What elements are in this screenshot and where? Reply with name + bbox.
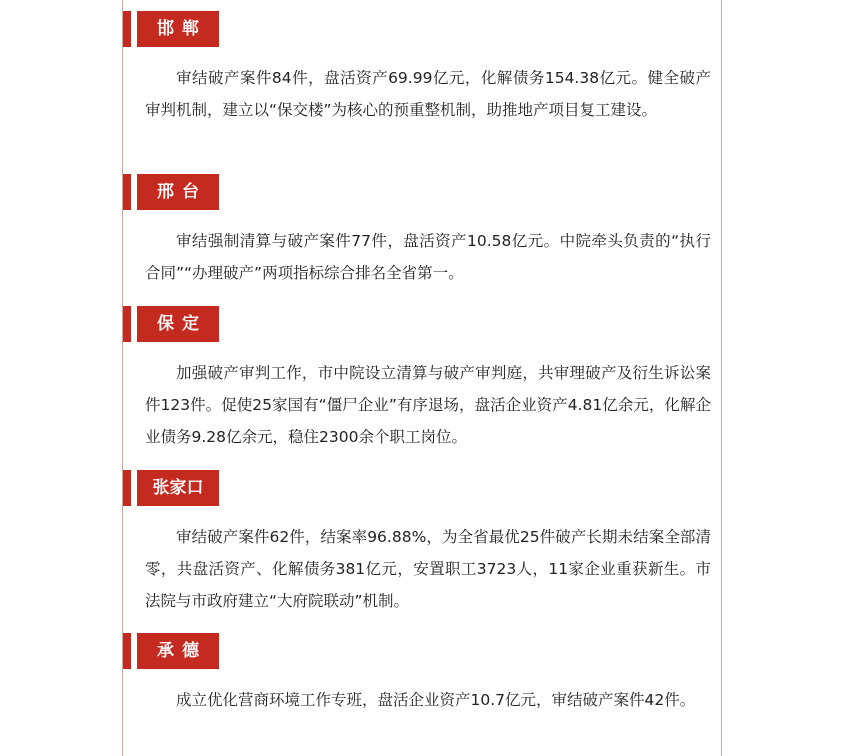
section-baoding (123, 306, 721, 446)
section-zhangjiakou (123, 470, 721, 610)
section-body: 审结强制清算与破产案件77件，盘活资产10.58亿元。中院牵头负责的“执行合同”“办理破产”两项指标综合排名全省第一。 (145, 232, 711, 282)
section-body: 成立优化营商环境工作专班，盘活企业资产10.7亿元，审结破产案件42件。 (176, 691, 696, 709)
heading-accent-bar (123, 633, 131, 669)
section-xingtai (123, 174, 721, 282)
heading-accent-bar (123, 306, 131, 342)
section-chengde (123, 633, 721, 709)
heading-accent-bar (123, 470, 131, 506)
section-title: 邯郸 (137, 11, 219, 47)
section-body: 加强破产审判工作，市中院设立清算与破产审判庭，共审理破产及衍生诉讼案件123件。促使25家国有“僵尸企业”有序退场，盘活企业资产4.81亿余元，化解企业债务9.28亿余元，稳住2300余个职工岗位。 (145, 364, 711, 446)
article-frame (122, 0, 722, 756)
section-heading (123, 633, 721, 669)
section-heading (123, 470, 721, 506)
section-heading (123, 174, 721, 210)
heading-accent-bar (123, 174, 131, 210)
heading-accent-bar (123, 11, 131, 47)
section-body: 审结破产案件62件，结案率96.88%，为全省最优25件破产长期未结案全部清零，共盘活资产、化解债务381亿元，安置职工3723人，11家企业重获新生。市法院与市政府建立“大府院联动”机制。 (145, 528, 711, 610)
section-title: 保定 (137, 306, 219, 342)
section-title: 邢台 (137, 174, 219, 210)
section-title: 承德 (137, 633, 219, 669)
section-handan (123, 11, 721, 119)
section-heading (123, 11, 721, 47)
section-body: 审结破产案件84件，盘活资产69.99亿元，化解债务154.38亿元。健全破产审判机制，建立以“保交楼”为核心的预重整机制，助推地产项目复工建设。 (145, 69, 711, 119)
section-title: 张家口 (137, 470, 219, 506)
section-heading (123, 306, 721, 342)
